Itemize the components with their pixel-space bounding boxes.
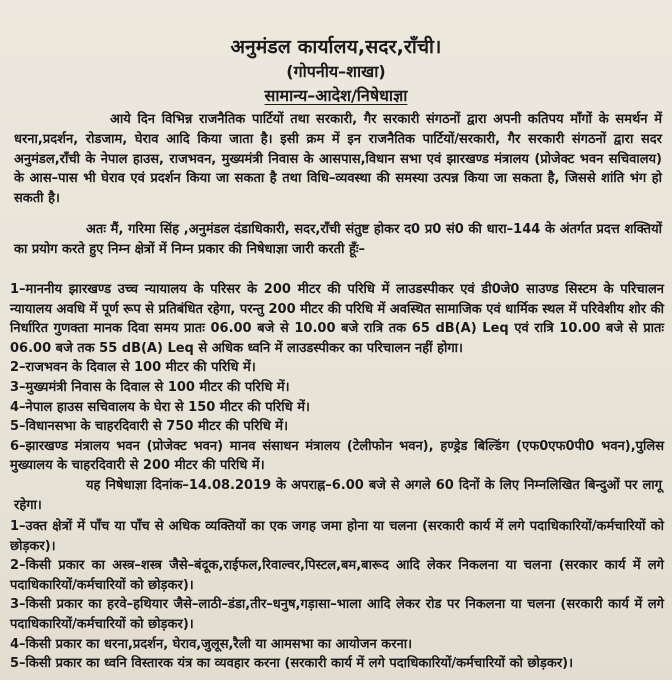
list-item: 5–किसी प्रकार का ध्वनि विस्तारक यंत्र का व्यवहार करना (सरकारी कार्य में लगे पदाधिकारियों/कर्मचारियों को छोड़कर)। [10,656,574,672]
list-item: 2–किसी प्रकार का अस्त्र–शस्त्र जैसे–बंदूक,राईफल,रिवाल्वर,पिस्टल,बम,बारूद आदि लेकर निकलना या चलना (सरकार कार्य में लगे पदाधिकारियों/कर्मचारियों को छोड़कर)। [10,558,664,593]
list-item: 5–विधानसभा के चाहरदिवारी से 750 मीटर की परिधि में। [10,419,289,435]
list-item: 3–मुख्यमंत्री निवास के दिवाल से 100 मीटर की परिधि में। [10,379,290,395]
list-item: 1–माननीय झारखण्ड उच्च न्यायालय के परिसर के 200 मीटर की परिधि में लाउडस्पीकर एवं डी0जे0 साउण्ड सिस्टम के परिचालन न्यायालय अवधि में पूर्ण रूप से प्रतिबंधित रहेगा, परन्तु 200 मीटर की परिधि में अवस्थित सामाजिक एवं धार्मिक स्थल में परिवेशीय शोर की निर्धारित गुणक्ता मानक दिवा समय प्रातः 06.00 बजे से 10.00 बजे रात्रि तक 65 dB(A) Leq एवं रात्रि 10.00 बजे से प्रातः 06.00 बजे तक 55 dB(A) Leq से अधिक ध्वनि में लाउडस्पीकर का परिचालन नहीं होगा। [10,282,664,356]
list-item: 4–किसी प्रकार का धरना,प्रदर्शन, घेराव,जुलूस,रैली या आमसभा का आयोजन करना। [10,636,413,652]
list-item: 4–नेपाल हाउस सचिवालय के घेरा से 150 मीटर की परिधि में। [10,399,310,415]
office-title: अनुमंडल कार्यालय,सदर,राँची। [230,36,442,58]
order-heading [0,84,672,106]
restricted-areas-list [10,280,664,476]
intro-paragraph: आये दिन विभिन्न राजनैतिक पार्टियों तथा सरकारी, गैर सरकारी संगठनों द्वारा अपनी कतिपय माँगों के समर्थन में धरना,प्रदर्शन, रोडजाम, घेराव आदि किया जाता है। इसी क्रम में इन राजनैतिक पार्टियों/सरकारी, गैर सरकारी संगठनों द्वारा सदर अनुमंडल,राँची के नेपाल हाउस, राजभवन, मुख्यमंत्री निवास के आसपास,विधान सभा एवं झारखण्ड मंत्रालय (प्रोजेक्ट भवन सचिवालय) के आस–पास भी घेराव एवं प्रदर्शन किया जा सकता है तथा विधि–व्यवस्था की समस्या उत्पन्न किया जा सकता है, जिससे शांति भंग हो सकती है। [14,112,662,207]
validity-paragraph: यह निषेधाज्ञा दिनांक–14.08.2019 के अपराह्न–6.00 बजे से अगले 60 दिनों के लिए निम्नलिखित बिन्दुओं पर लागू रहेगा। [14,478,662,513]
restrictions-list [10,517,664,674]
order-heading-text: सामान्य–आदेश/निषेधाज्ञा [264,86,408,105]
authority-paragraph: अतः मैं, गरिमा सिंह ,अनुमंडल दंडाधिकारी, सदर,राँची संतुष्ट होकर द0 प्र0 सं0 की धारा–144 के अंतर्गत प्रदत्त शक्तियों का प्रयोग करते हुए निम्न क्षेत्रों में निम्न प्रकार की निषेधाज्ञा जारी करती हूँः– [14,222,662,257]
list-item: 6–झारखण्ड मंत्रालय भवन (प्रोजेक्ट भवन) मानव संसाधन मंत्रालय (टेलीफोन भवन), हण्ड्रेड बिल्डिंग (एफ0एफ0पी0 भवन),पुलिस मुख्यालय के चाहरदिवारी से 200 मीटर की परिधि में। [10,438,664,474]
list-item: 2–राजभवन के दिवाल से 100 मीटर की परिधि में। [10,360,256,376]
list-item: 1–उक्त क्षेत्रों में पाँच या पाँच से अधिक व्यक्तियों का एक जगह जमा होना या चलना (सरकारी कार्य में लगे पदाधिकारियों/कर्मचारियों को छोड़कर)। [10,519,664,554]
section-subtitle: (गोपनीय–शाखा) [286,62,386,81]
list-item: 3–किसी प्रकार का हरवे–हथियार जैसे–लाठी–डंडा,तीर–धनुष,गड़ासा–भाला आदि लेकर रोड पर निकलना या चलना (सरकारी कार्य में लगे पदाधिकारियों/कर्मचारियों को छोड़कर)। [10,597,664,632]
